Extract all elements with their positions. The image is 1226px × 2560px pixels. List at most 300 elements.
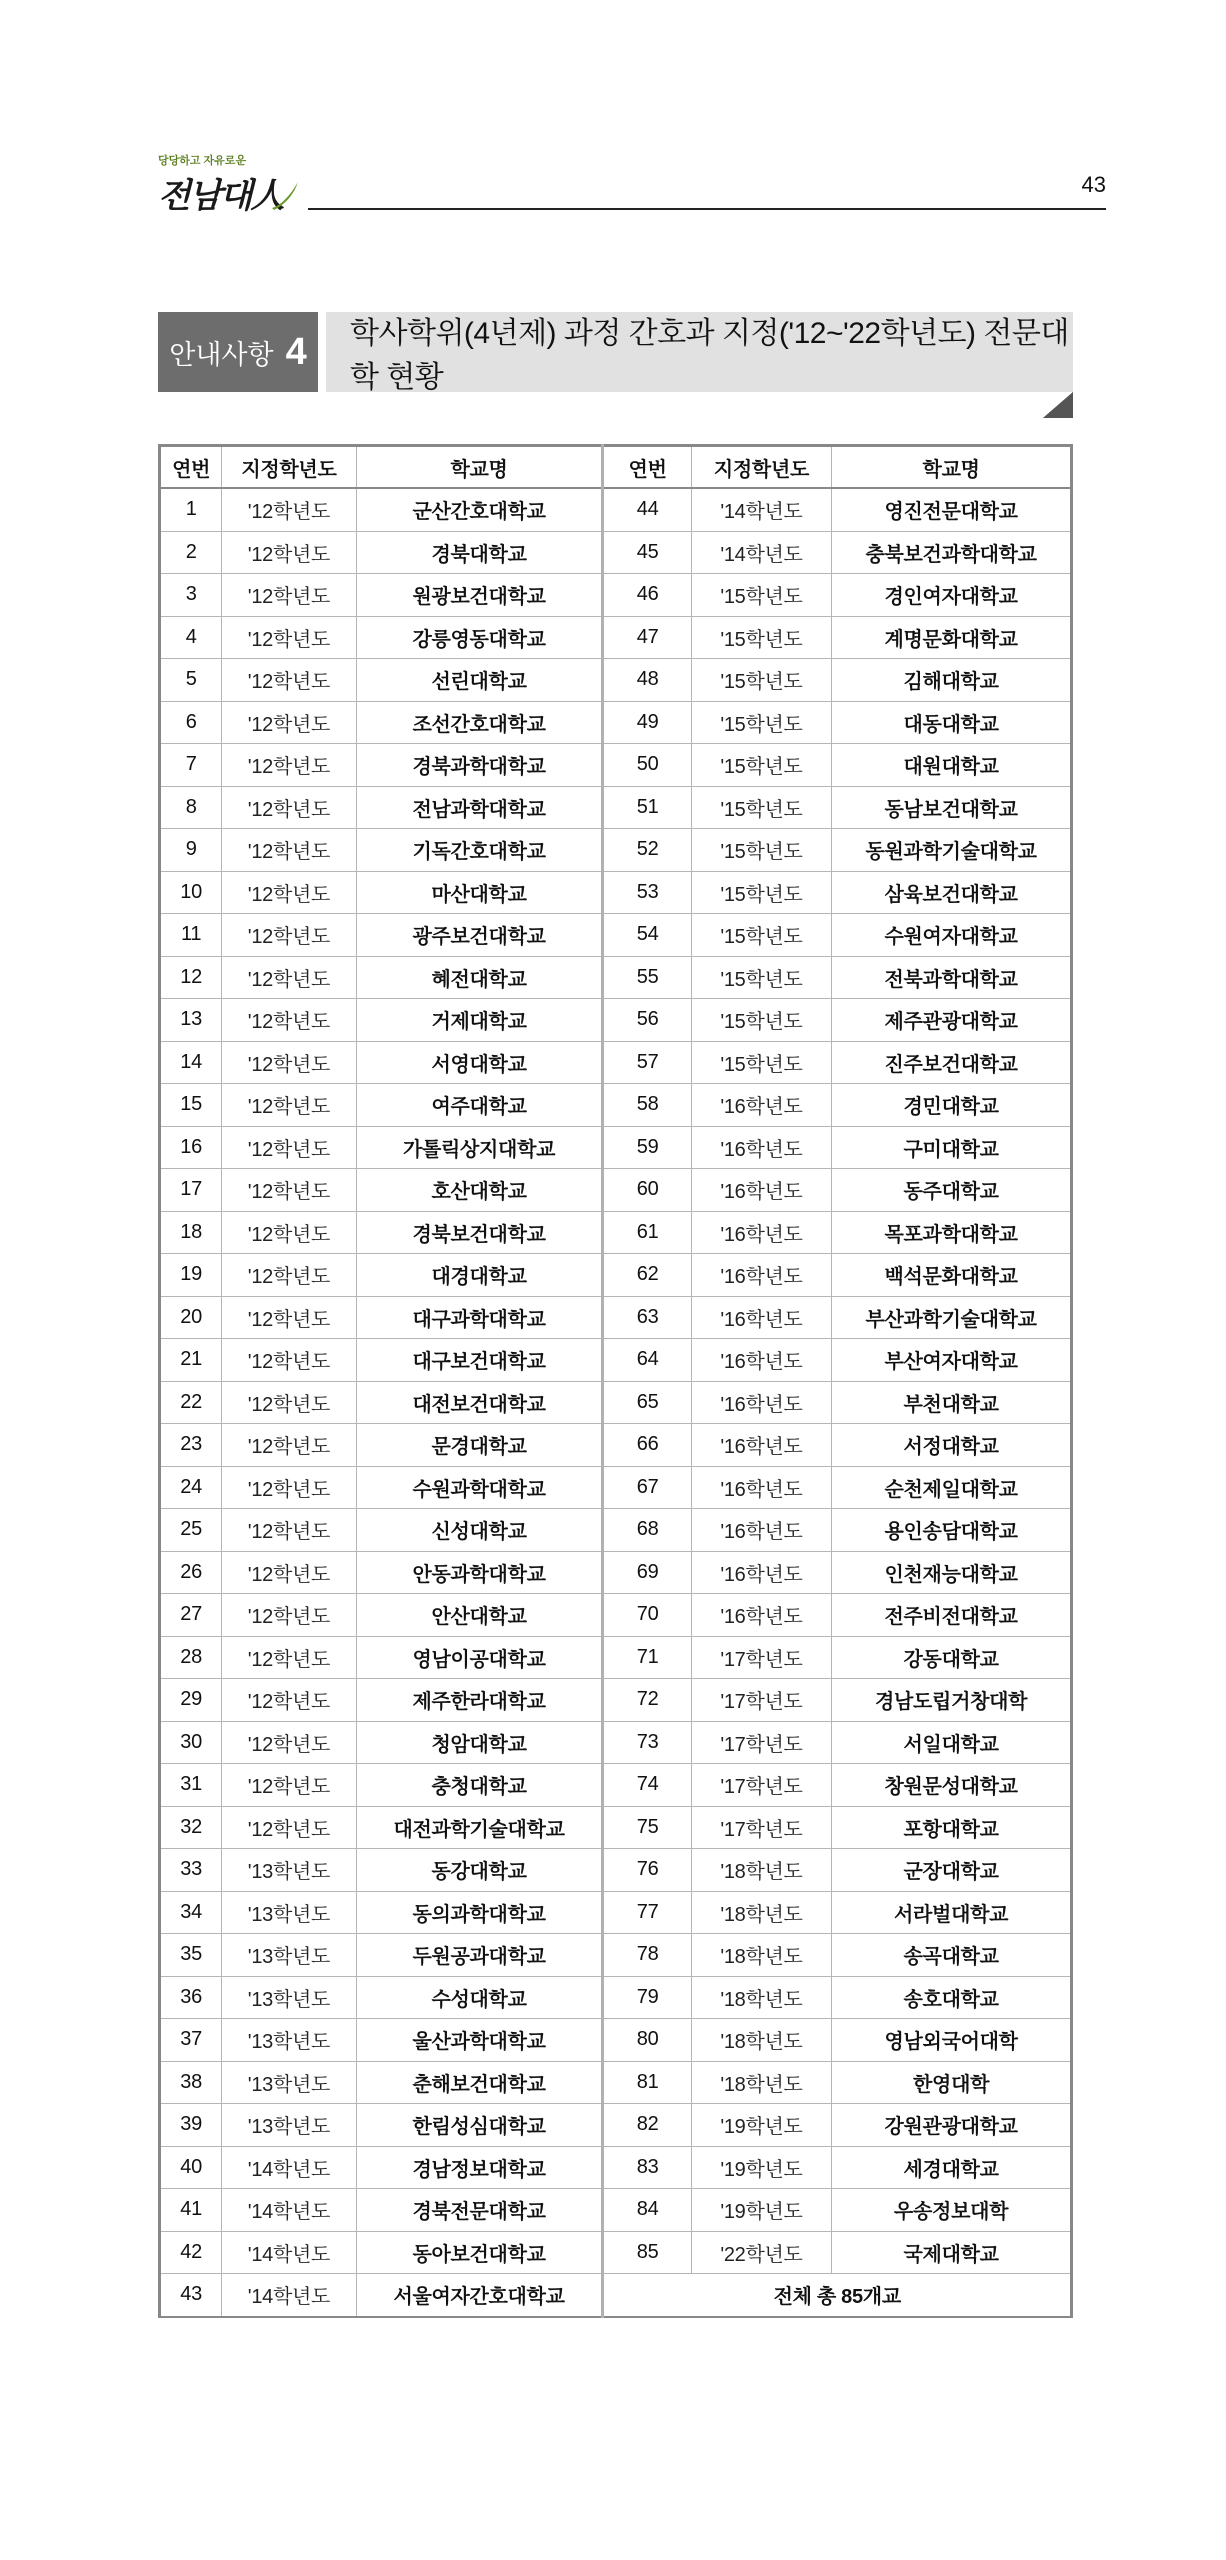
designation-year: '15학년도 bbox=[691, 701, 831, 744]
notice-banner bbox=[158, 312, 1073, 392]
school-name: 강원관광대학교 bbox=[832, 2104, 1072, 2147]
school-name: 동아보건대학교 bbox=[356, 2231, 603, 2274]
school-name: 수성대학교 bbox=[356, 1976, 603, 2019]
table-row bbox=[160, 999, 1072, 1042]
designation-year: '12학년도 bbox=[222, 1806, 356, 1849]
table-row bbox=[160, 531, 1072, 574]
designation-year: '14학년도 bbox=[222, 2146, 356, 2189]
designation-year: '12학년도 bbox=[222, 871, 356, 914]
school-name: 인천재능대학교 bbox=[832, 1551, 1072, 1594]
designation-year: '12학년도 bbox=[222, 701, 356, 744]
row-number: 15 bbox=[160, 1084, 222, 1127]
school-name: 춘해보건대학교 bbox=[356, 2061, 603, 2104]
table-header-row bbox=[160, 446, 1072, 489]
school-name: 부산과학기술대학교 bbox=[832, 1296, 1072, 1339]
row-number: 24 bbox=[160, 1466, 222, 1509]
row-number: 77 bbox=[603, 1891, 691, 1934]
row-number: 48 bbox=[603, 659, 691, 702]
designation-year: '12학년도 bbox=[222, 1466, 356, 1509]
designation-year: '13학년도 bbox=[222, 1976, 356, 2019]
row-number: 44 bbox=[603, 488, 691, 531]
table-row bbox=[160, 1126, 1072, 1169]
row-number: 70 bbox=[603, 1594, 691, 1637]
designation-year: '16학년도 bbox=[691, 1296, 831, 1339]
designation-year: '15학년도 bbox=[691, 616, 831, 659]
table-row bbox=[160, 1084, 1072, 1127]
row-number: 52 bbox=[603, 829, 691, 872]
table-row bbox=[160, 1636, 1072, 1679]
table-row bbox=[160, 616, 1072, 659]
row-number: 57 bbox=[603, 1041, 691, 1084]
designation-year: '12학년도 bbox=[222, 1254, 356, 1297]
row-number: 47 bbox=[603, 616, 691, 659]
row-number: 82 bbox=[603, 2104, 691, 2147]
school-name: 포항대학교 bbox=[832, 1806, 1072, 1849]
school-name: 대동대학교 bbox=[832, 701, 1072, 744]
school-name: 울산과학대학교 bbox=[356, 2019, 603, 2062]
row-number: 80 bbox=[603, 2019, 691, 2062]
designation-year: '16학년도 bbox=[691, 1509, 831, 1552]
table-row bbox=[160, 1721, 1072, 1764]
row-number: 10 bbox=[160, 871, 222, 914]
designation-year: '12학년도 bbox=[222, 1041, 356, 1084]
designation-year: '18학년도 bbox=[691, 1934, 831, 1977]
row-number: 27 bbox=[160, 1594, 222, 1637]
designation-year: '16학년도 bbox=[691, 1381, 831, 1424]
row-number: 17 bbox=[160, 1169, 222, 1212]
row-number: 56 bbox=[603, 999, 691, 1042]
col-header-no-right: 연번 bbox=[603, 446, 691, 489]
school-name: 경남도립거창대학 bbox=[832, 1679, 1072, 1722]
school-name: 구미대학교 bbox=[832, 1126, 1072, 1169]
table-row bbox=[160, 744, 1072, 787]
school-name: 동의과학대학교 bbox=[356, 1891, 603, 1934]
school-name: 동남보건대학교 bbox=[832, 786, 1072, 829]
designation-year: '16학년도 bbox=[691, 1169, 831, 1212]
designation-year: '17학년도 bbox=[691, 1721, 831, 1764]
school-name: 경북보건대학교 bbox=[356, 1211, 603, 1254]
table-row bbox=[160, 914, 1072, 957]
row-number: 38 bbox=[160, 2061, 222, 2104]
school-name: 안산대학교 bbox=[356, 1594, 603, 1637]
designation-year: '14학년도 bbox=[222, 2274, 356, 2317]
school-name: 광주보건대학교 bbox=[356, 914, 603, 957]
designation-year: '15학년도 bbox=[691, 871, 831, 914]
designation-year: '12학년도 bbox=[222, 659, 356, 702]
designation-year: '14학년도 bbox=[222, 2189, 356, 2232]
row-number: 49 bbox=[603, 701, 691, 744]
school-name: 대구과학대학교 bbox=[356, 1296, 603, 1339]
table-row bbox=[160, 1679, 1072, 1722]
table-row bbox=[160, 1211, 1072, 1254]
row-number: 16 bbox=[160, 1126, 222, 1169]
designation-year: '12학년도 bbox=[222, 786, 356, 829]
table-row bbox=[160, 1296, 1072, 1339]
school-name: 강릉영동대학교 bbox=[356, 616, 603, 659]
designation-year: '17학년도 bbox=[691, 1679, 831, 1722]
designation-year: '12학년도 bbox=[222, 1509, 356, 1552]
table-row bbox=[160, 2061, 1072, 2104]
designation-year: '19학년도 bbox=[691, 2104, 831, 2147]
row-number: 84 bbox=[603, 2189, 691, 2232]
row-number: 7 bbox=[160, 744, 222, 787]
designation-year: '12학년도 bbox=[222, 616, 356, 659]
school-name: 부천대학교 bbox=[832, 1381, 1072, 1424]
designation-year: '22학년도 bbox=[691, 2231, 831, 2274]
table-row bbox=[160, 659, 1072, 702]
table-row bbox=[160, 1466, 1072, 1509]
row-number: 4 bbox=[160, 616, 222, 659]
school-name: 목포과학대학교 bbox=[832, 1211, 1072, 1254]
designation-year: '17학년도 bbox=[691, 1636, 831, 1679]
designation-year: '12학년도 bbox=[222, 1721, 356, 1764]
row-number: 29 bbox=[160, 1679, 222, 1722]
school-name: 부산여자대학교 bbox=[832, 1339, 1072, 1382]
table-row bbox=[160, 2104, 1072, 2147]
designation-year: '12학년도 bbox=[222, 1381, 356, 1424]
school-name: 대원대학교 bbox=[832, 744, 1072, 787]
table-row bbox=[160, 1254, 1072, 1297]
school-name: 한림성심대학교 bbox=[356, 2104, 603, 2147]
designation-year: '12학년도 bbox=[222, 1679, 356, 1722]
designation-year: '12학년도 bbox=[222, 956, 356, 999]
row-number: 2 bbox=[160, 531, 222, 574]
school-name: 안동과학대학교 bbox=[356, 1551, 603, 1594]
notice-number: 4 bbox=[285, 330, 307, 373]
school-name: 진주보건대학교 bbox=[832, 1041, 1072, 1084]
school-name: 송곡대학교 bbox=[832, 1934, 1072, 1977]
designation-year: '15학년도 bbox=[691, 786, 831, 829]
table-row bbox=[160, 829, 1072, 872]
school-name: 서울여자간호대학교 bbox=[356, 2274, 603, 2317]
table-row bbox=[160, 1594, 1072, 1637]
col-header-year-right: 지정학년도 bbox=[691, 446, 831, 489]
school-name: 대전과학기술대학교 bbox=[356, 1806, 603, 1849]
school-name: 전북과학대학교 bbox=[832, 956, 1072, 999]
college-table bbox=[158, 444, 1073, 2318]
designation-year: '16학년도 bbox=[691, 1126, 831, 1169]
school-name: 서일대학교 bbox=[832, 1721, 1072, 1764]
school-name: 여주대학교 bbox=[356, 1084, 603, 1127]
notice-label: 안내사항 bbox=[169, 339, 274, 370]
col-header-school-right: 학교명 bbox=[832, 446, 1072, 489]
school-name: 조선간호대학교 bbox=[356, 701, 603, 744]
table-row bbox=[160, 786, 1072, 829]
row-number: 75 bbox=[603, 1806, 691, 1849]
row-number: 72 bbox=[603, 1679, 691, 1722]
designation-year: '12학년도 bbox=[222, 1424, 356, 1467]
designation-year: '16학년도 bbox=[691, 1466, 831, 1509]
designation-year: '15학년도 bbox=[691, 829, 831, 872]
school-name: 가톨릭상지대학교 bbox=[356, 1126, 603, 1169]
table-row bbox=[160, 2189, 1072, 2232]
school-name: 충청대학교 bbox=[356, 1764, 603, 1807]
row-number: 39 bbox=[160, 2104, 222, 2147]
col-header-school: 학교명 bbox=[356, 446, 603, 489]
designation-year: '14학년도 bbox=[222, 2231, 356, 2274]
school-name: 군장대학교 bbox=[832, 1849, 1072, 1892]
table-body bbox=[160, 488, 1072, 2317]
school-name: 대전보건대학교 bbox=[356, 1381, 603, 1424]
row-number: 45 bbox=[603, 531, 691, 574]
school-name: 영남이공대학교 bbox=[356, 1636, 603, 1679]
designation-year: '18학년도 bbox=[691, 1976, 831, 2019]
designation-year: '12학년도 bbox=[222, 1339, 356, 1382]
designation-year: '17학년도 bbox=[691, 1806, 831, 1849]
school-name: 동강대학교 bbox=[356, 1849, 603, 1892]
row-number: 14 bbox=[160, 1041, 222, 1084]
designation-year: '15학년도 bbox=[691, 574, 831, 617]
school-name: 계명문화대학교 bbox=[832, 616, 1072, 659]
designation-year: '17학년도 bbox=[691, 1764, 831, 1807]
logo-slogan: 당당하고 자유로운 bbox=[158, 155, 247, 167]
school-name: 충북보건과학대학교 bbox=[832, 531, 1072, 574]
school-name: 기독간호대학교 bbox=[356, 829, 603, 872]
designation-year: '18학년도 bbox=[691, 1891, 831, 1934]
row-number: 23 bbox=[160, 1424, 222, 1467]
designation-year: '15학년도 bbox=[691, 914, 831, 957]
row-number: 11 bbox=[160, 914, 222, 957]
designation-year: '12학년도 bbox=[222, 531, 356, 574]
designation-year: '13학년도 bbox=[222, 1849, 356, 1892]
row-number: 18 bbox=[160, 1211, 222, 1254]
school-name: 군산간호대학교 bbox=[356, 488, 603, 531]
school-name: 수원과학대학교 bbox=[356, 1466, 603, 1509]
designation-year: '13학년도 bbox=[222, 2019, 356, 2062]
school-name: 전남과학대학교 bbox=[356, 786, 603, 829]
designation-year: '13학년도 bbox=[222, 1934, 356, 1977]
row-number: 64 bbox=[603, 1339, 691, 1382]
row-number: 41 bbox=[160, 2189, 222, 2232]
row-number: 35 bbox=[160, 1934, 222, 1977]
designation-year: '12학년도 bbox=[222, 1764, 356, 1807]
row-number: 55 bbox=[603, 956, 691, 999]
leaf-icon bbox=[268, 178, 304, 214]
row-number: 30 bbox=[160, 1721, 222, 1764]
designation-year: '12학년도 bbox=[222, 1636, 356, 1679]
school-name: 경북대학교 bbox=[356, 531, 603, 574]
row-number: 67 bbox=[603, 1466, 691, 1509]
col-header-year: 지정학년도 bbox=[222, 446, 356, 489]
row-number: 74 bbox=[603, 1764, 691, 1807]
designation-year: '19학년도 bbox=[691, 2189, 831, 2232]
row-number: 61 bbox=[603, 1211, 691, 1254]
row-number: 79 bbox=[603, 1976, 691, 2019]
table-row bbox=[160, 2146, 1072, 2189]
school-name: 거제대학교 bbox=[356, 999, 603, 1042]
row-number: 51 bbox=[603, 786, 691, 829]
designation-year: '15학년도 bbox=[691, 999, 831, 1042]
row-number: 1 bbox=[160, 488, 222, 531]
school-name: 서영대학교 bbox=[356, 1041, 603, 1084]
table-row bbox=[160, 1976, 1072, 2019]
designation-year: '12학년도 bbox=[222, 1594, 356, 1637]
table-row bbox=[160, 1806, 1072, 1849]
row-number: 68 bbox=[603, 1509, 691, 1552]
designation-year: '16학년도 bbox=[691, 1551, 831, 1594]
row-number: 12 bbox=[160, 956, 222, 999]
row-number: 40 bbox=[160, 2146, 222, 2189]
school-name: 대경대학교 bbox=[356, 1254, 603, 1297]
row-number: 59 bbox=[603, 1126, 691, 1169]
school-name: 신성대학교 bbox=[356, 1509, 603, 1552]
designation-year: '15학년도 bbox=[691, 659, 831, 702]
row-number: 32 bbox=[160, 1806, 222, 1849]
designation-year: '19학년도 bbox=[691, 2146, 831, 2189]
school-name: 순천제일대학교 bbox=[832, 1466, 1072, 1509]
school-name: 세경대학교 bbox=[832, 2146, 1072, 2189]
designation-year: '13학년도 bbox=[222, 2061, 356, 2104]
school-name: 마산대학교 bbox=[356, 871, 603, 914]
row-number: 5 bbox=[160, 659, 222, 702]
designation-year: '15학년도 bbox=[691, 956, 831, 999]
school-name: 김해대학교 bbox=[832, 659, 1072, 702]
row-number: 73 bbox=[603, 1721, 691, 1764]
row-number: 53 bbox=[603, 871, 691, 914]
school-name: 선린대학교 bbox=[356, 659, 603, 702]
designation-year: '12학년도 bbox=[222, 1211, 356, 1254]
designation-year: '18학년도 bbox=[691, 2019, 831, 2062]
designation-year: '12학년도 bbox=[222, 1084, 356, 1127]
designation-year: '13학년도 bbox=[222, 1891, 356, 1934]
designation-year: '12학년도 bbox=[222, 574, 356, 617]
table-row bbox=[160, 701, 1072, 744]
page-number: 43 bbox=[1081, 172, 1106, 197]
designation-year: '14학년도 bbox=[691, 531, 831, 574]
row-number: 21 bbox=[160, 1339, 222, 1382]
row-number: 36 bbox=[160, 1976, 222, 2019]
table-row bbox=[160, 2231, 1072, 2274]
row-number: 71 bbox=[603, 1636, 691, 1679]
designation-year: '12학년도 bbox=[222, 1296, 356, 1339]
designation-year: '15학년도 bbox=[691, 1041, 831, 1084]
row-number: 19 bbox=[160, 1254, 222, 1297]
row-number: 33 bbox=[160, 1849, 222, 1892]
designation-year: '16학년도 bbox=[691, 1211, 831, 1254]
table-row bbox=[160, 574, 1072, 617]
row-number: 37 bbox=[160, 2019, 222, 2062]
school-name: 청암대학교 bbox=[356, 1721, 603, 1764]
table-row bbox=[160, 956, 1072, 999]
corner-triangle-icon bbox=[1043, 392, 1073, 418]
row-number: 60 bbox=[603, 1169, 691, 1212]
row-number: 28 bbox=[160, 1636, 222, 1679]
school-name: 동주대학교 bbox=[832, 1169, 1072, 1212]
row-number: 34 bbox=[160, 1891, 222, 1934]
row-number: 62 bbox=[603, 1254, 691, 1297]
designation-year: '14학년도 bbox=[691, 488, 831, 531]
table-row bbox=[160, 1849, 1072, 1892]
designation-year: '16학년도 bbox=[691, 1424, 831, 1467]
designation-year: '13학년도 bbox=[222, 2104, 356, 2147]
table-row bbox=[160, 1339, 1072, 1382]
school-name: 경민대학교 bbox=[832, 1084, 1072, 1127]
row-number: 20 bbox=[160, 1296, 222, 1339]
table-row bbox=[160, 1169, 1072, 1212]
header-rule bbox=[308, 208, 1106, 210]
school-name: 강동대학교 bbox=[832, 1636, 1072, 1679]
row-number: 83 bbox=[603, 2146, 691, 2189]
designation-year: '12학년도 bbox=[222, 829, 356, 872]
school-name: 수원여자대학교 bbox=[832, 914, 1072, 957]
row-number: 25 bbox=[160, 1509, 222, 1552]
table-row bbox=[160, 1041, 1072, 1084]
col-header-no: 연번 bbox=[160, 446, 222, 489]
school-name: 혜전대학교 bbox=[356, 956, 603, 999]
table-row bbox=[160, 2274, 1072, 2317]
row-number: 85 bbox=[603, 2231, 691, 2274]
school-name: 두원공과대학교 bbox=[356, 1934, 603, 1977]
row-number: 50 bbox=[603, 744, 691, 787]
school-name: 서라벌대학교 bbox=[832, 1891, 1072, 1934]
school-name: 국제대학교 bbox=[832, 2231, 1072, 2274]
designation-year: '16학년도 bbox=[691, 1254, 831, 1297]
school-name: 문경대학교 bbox=[356, 1424, 603, 1467]
page-header bbox=[158, 150, 1106, 230]
table-row bbox=[160, 1509, 1072, 1552]
notice-title: 학사학위(4년제) 과정 간호과 지정('12~'22학년도) 전문대학 현황 bbox=[326, 312, 1073, 392]
row-number: 54 bbox=[603, 914, 691, 957]
table-row bbox=[160, 2019, 1072, 2062]
total-count: 전체 총 85개교 bbox=[603, 2274, 1072, 2317]
designation-year: '12학년도 bbox=[222, 744, 356, 787]
row-number: 9 bbox=[160, 829, 222, 872]
school-name: 제주관광대학교 bbox=[832, 999, 1072, 1042]
school-name: 경남정보대학교 bbox=[356, 2146, 603, 2189]
school-name: 대구보건대학교 bbox=[356, 1339, 603, 1382]
row-number: 22 bbox=[160, 1381, 222, 1424]
table-row bbox=[160, 1891, 1072, 1934]
designation-year: '18학년도 bbox=[691, 2061, 831, 2104]
row-number: 42 bbox=[160, 2231, 222, 2274]
school-name: 창원문성대학교 bbox=[832, 1764, 1072, 1807]
school-name: 원광보건대학교 bbox=[356, 574, 603, 617]
school-name: 우송정보대학 bbox=[832, 2189, 1072, 2232]
notice-label-box bbox=[158, 312, 318, 392]
row-number: 58 bbox=[603, 1084, 691, 1127]
designation-year: '18학년도 bbox=[691, 1849, 831, 1892]
row-number: 26 bbox=[160, 1551, 222, 1594]
table-row bbox=[160, 488, 1072, 531]
row-number: 43 bbox=[160, 2274, 222, 2317]
logo bbox=[158, 150, 308, 222]
row-number: 81 bbox=[603, 2061, 691, 2104]
row-number: 13 bbox=[160, 999, 222, 1042]
school-name: 경인여자대학교 bbox=[832, 574, 1072, 617]
school-name: 경북과학대학교 bbox=[356, 744, 603, 787]
row-number: 8 bbox=[160, 786, 222, 829]
table-row bbox=[160, 1381, 1072, 1424]
designation-year: '16학년도 bbox=[691, 1339, 831, 1382]
logo-wordmark: 전남대人 bbox=[158, 176, 283, 216]
table-row bbox=[160, 1764, 1072, 1807]
school-name: 용인송담대학교 bbox=[832, 1509, 1072, 1552]
designation-year: '12학년도 bbox=[222, 999, 356, 1042]
school-name: 제주한라대학교 bbox=[356, 1679, 603, 1722]
row-number: 63 bbox=[603, 1296, 691, 1339]
row-number: 69 bbox=[603, 1551, 691, 1594]
table-row bbox=[160, 1424, 1072, 1467]
school-name: 삼육보건대학교 bbox=[832, 871, 1072, 914]
designation-year: '12학년도 bbox=[222, 914, 356, 957]
school-name: 영진전문대학교 bbox=[832, 488, 1072, 531]
designation-year: '12학년도 bbox=[222, 488, 356, 531]
designation-year: '15학년도 bbox=[691, 744, 831, 787]
row-number: 6 bbox=[160, 701, 222, 744]
row-number: 46 bbox=[603, 574, 691, 617]
table-row bbox=[160, 871, 1072, 914]
row-number: 78 bbox=[603, 1934, 691, 1977]
